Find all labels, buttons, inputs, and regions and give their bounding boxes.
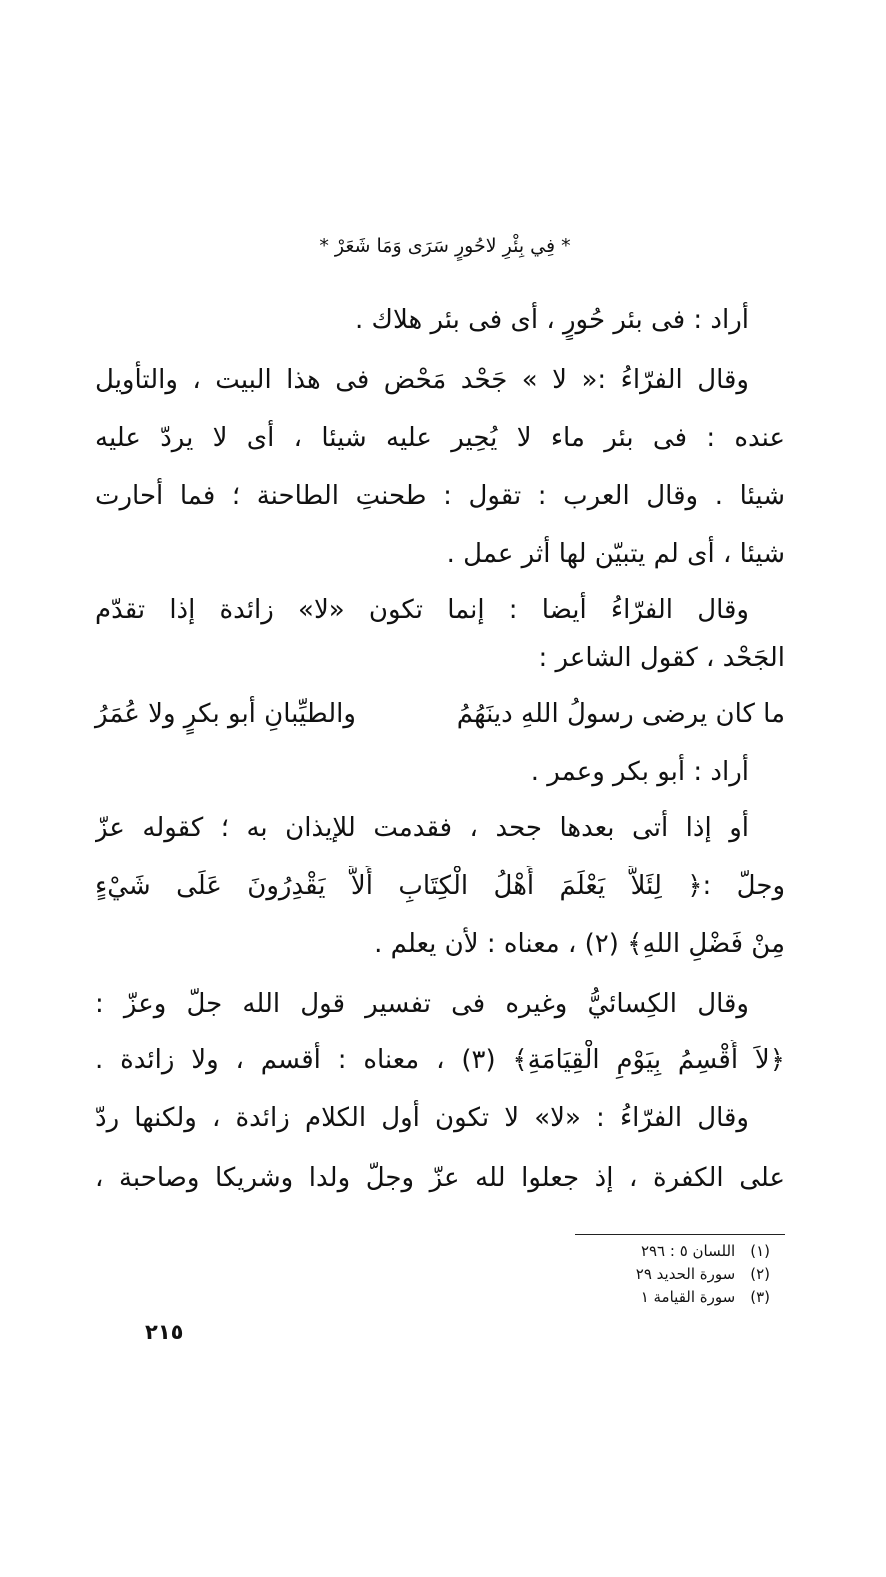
text-line: على الكفرة ، إذ جعلوا لله عزّ وجلّ ولدا وشريكا وصاحبة ، bbox=[95, 1163, 785, 1193]
footnote-text: سورة القيامة ١ bbox=[640, 1288, 736, 1306]
poem-hemistich-second: والطيِّبانِ أبو بكرٍ ولا عُمَرُ bbox=[95, 699, 356, 729]
footnote-text: اللسان ٥ : ٢٩٦ bbox=[640, 1242, 736, 1260]
footnote-number: (١) bbox=[750, 1242, 770, 1260]
text-line: وقال الكِسائيُّ وغيره فى تفسير قول الله جلّ وعزّ : bbox=[95, 989, 749, 1019]
footnote-number: (٢) bbox=[750, 1265, 770, 1283]
text-line: مِنْ فَضْلِ اللهِ﴾ (٢) ، معناه : لأن يعلم . bbox=[374, 929, 785, 959]
text-line: أراد : فى بئر حُورٍ ، أى فى بئر هلاك . bbox=[355, 305, 749, 335]
page-number: ٢١٥ bbox=[145, 1320, 184, 1344]
footnote-number: (٣) bbox=[750, 1288, 770, 1306]
text-line: ﴿لاَ أُقْسِمُ بِيَوْمِ الْقِيَامَةِ﴾ (٣) ، معناه : أقسم ، ولا زائدة . bbox=[95, 1045, 785, 1075]
footnote-item bbox=[500, 1240, 770, 1263]
text-line: وجلّ :﴿ لِئَلاَّ يَعْلَمَ أَهْلُ الْكِتَابِ أَلاَّ يَقْدِرُونَ عَلَى شَيْءٍ bbox=[95, 871, 785, 901]
text-line: وقال الفرّاءُ أيضا : إنما تكون «لا» زائدة إذا تقدّم bbox=[95, 595, 749, 625]
text-line: شيئا ، أى لم يتبيّن لها أثر عمل . bbox=[446, 539, 785, 569]
footnotes bbox=[500, 1240, 770, 1309]
text-line: شيئا . وقال العرب : تقول : طحنتِ الطاحنة ؛ فما أحارت bbox=[95, 481, 785, 511]
poem-hemistich-first: ما كان يرضى رسولُ اللهِ دينَهُمُ bbox=[456, 699, 785, 729]
text-line: وقال الفرّاءُ : «لا» لا تكون أول الكلام زائدة ، ولكنها ردّ bbox=[95, 1103, 749, 1133]
text-line: عنده : فى بئر ماء لا يُحِير عليه شيئا ، أى لا يردّ عليه bbox=[95, 423, 785, 453]
footnote-item bbox=[500, 1286, 770, 1309]
text-line: أراد : أبو بكر وعمر . bbox=[530, 757, 749, 787]
footnote-item bbox=[500, 1263, 770, 1286]
text-line: الجَحْد ، كقول الشاعر : bbox=[538, 643, 785, 673]
poem-verse bbox=[95, 694, 785, 734]
footnote-divider bbox=[575, 1234, 785, 1235]
text-line: وقال الفرّاءُ :« لا » جَحْد مَحْض فى هذا البيت ، والتأويل bbox=[95, 365, 749, 395]
footnote-text: سورة الحديد ٢٩ bbox=[635, 1265, 736, 1283]
text-line: أو إذا أتى بعدها جحد ، فقدمت للإيذان به ؛ كقوله عزّ bbox=[95, 813, 749, 843]
verse-heading: * فِي بِئْرِ لاحُورٍ سَرَى وَمَا شَعَرْ * bbox=[319, 235, 571, 257]
